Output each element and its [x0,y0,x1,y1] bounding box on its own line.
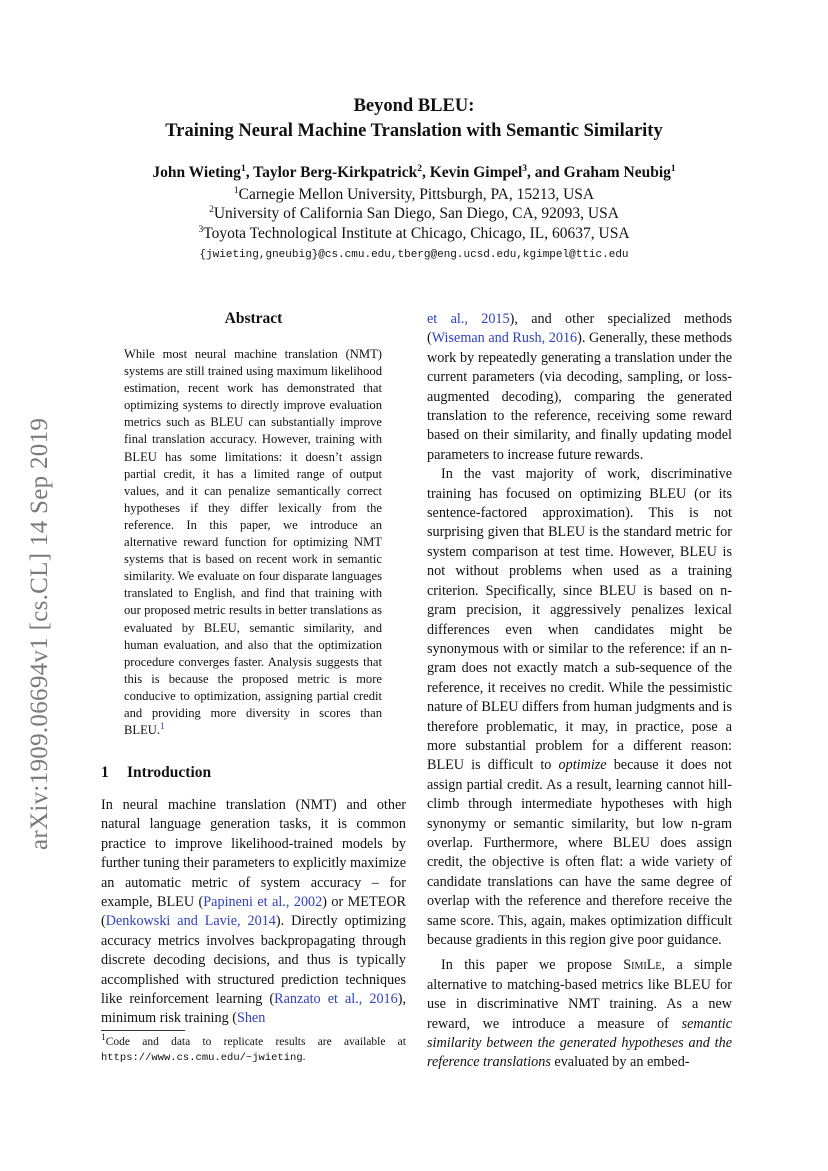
footnote: $^1$Code and data to replicate results are available at https://www.cs.cmu.edu/~jwieting. [101,1033,406,1064]
abstract-heading: Abstract [224,310,283,327]
paragraph: In this paper we propose SimiLe, a simple alternative to matching-based metrics like BLEU for use in discriminative NMT training. As a new reward, we introduce a measure of semantic similarity between the generated hypotheses and the reference translations evaluated by an embed- [427,957,732,1071]
paper-title-line1: Beyond BLEU: [353,96,475,116]
citation-link[interactable]: Shen [236,1010,266,1027]
citation-link[interactable]: et al., 2015 [427,311,510,327]
footnote-marker[interactable]: 1 [160,721,165,732]
affiliation: $^3$Toyota Technological Institute at Chicago, Chicago, IL, 60637, USA [198,224,630,242]
author-name: and Graham Neubig [534,164,671,181]
author-name: Taylor Berg-Kirkpatrick [253,164,418,181]
citation-link[interactable]: Wiseman and Rush, 2016 [431,330,578,347]
paragraph: et al., 2015), and other specialized methods (Wiseman and Rush, 2016). Generally, these methods work by repeatedly generating a translation under the current parameters (via decoding, sampling, or loss-augmented decoding), comparing the generated translation to the reference, receiving some reward based on their similarity, and finally updating model parameters to increase future rewards. [427,311,733,463]
footnote-url[interactable]: https://www.cs.cmu.edu/~jwieting [101,1052,303,1064]
paragraph: In the vast majority of work, discriminative training has focused on optimizing BLEU (or its sentence-factored approximation). This is not surprising given that BLEU is the standard metric for system comparison at test time. However, BLEU is not without problems when used as a training criterion. Specifically, since BLEU is based on n-gram precision, it aggressively penalizes lexical differences even when candidates might be synonymous with or similar to the reference: if an n-gram does not exactly match a sub-sequence of the reference, it receives no credit. While the pessimistic nature of BLEU differs from human judgments and is therefore problematic, it may, in practice, pose a more substantial problem for a different reason: BLEU is difficult to optimize because it does not assign partial credit. As a result, learning cannot hill-climb through intermediate hypotheses with high synonymy or semantic similarity, but low n-gram overlap. Furthermore, where BLEU does assign credit, the objective is often flat: a wide variety of candidate translations can have the same degree of overlap with the reference and therefore receive the same score. This, again, makes optimization difficult because gradients in this region give poor guidance. [427,466,733,948]
section-heading-introduction: 1 Introduction [101,764,212,781]
affiliation: $^2$University of California San Diego, San Diego, CA, 92093, USA [209,204,619,222]
citation-link[interactable]: Papineni et al., 2002 [203,894,323,911]
footnote-rule [101,1030,185,1031]
author-name: Kevin Gimpel [429,164,523,181]
intro-paragraph: In neural machine translation (NMT) and other natural language generation tasks, it is common practice to improve likelihood-trained models by further tuning their parameters to explicitly maximize an automatic metric of system accuracy – for example, BLEU (Papineni et al., 2002) or METEOR (Denkowski and Lavie, 2014). Directly optimizing accuracy metrics involves backpropagating through discrete decoding decisions, and thus is typically accomplished with structured prediction techniques like reinforcement learning (Ranzato et al., 2016), minimum risk training (Shen [101,797,407,1027]
arxiv-identifier: arXiv:1909.06694v1 [cs.CL] 14 Sep 2019 [26,417,53,850]
citation-link[interactable]: Ranzato et al., 2016 [274,991,398,1008]
arxiv-sidebar [24,370,54,850]
citation-link[interactable]: Denkowski and Lavie, 2014 [105,913,276,930]
abstract-body: While most neural machine translation (NMT) systems are still trained using maximum likelihood estimation, recent work has demonstrated that optimizing systems to directly improve evaluation metrics such as BLEU can substantially improve final translation accuracy. However, training with BLEU has some limitations: it doesn’t assign partial credit, it has a limited range of output values, and it can penalize semantically correct hypotheses if they differ lexically from the reference. In this paper, we introduce an alternative reward function for optimizing NMT systems that is based on recent work in semantic similarity. We evaluate on four disparate languages translated to English, and find that training with our proposed metric results in better translations as evaluated by BLEU, semantic similarity, and human evaluation, and also that the optimization procedure converges faster. Analysis suggests that this is because the proposed metric is more conducive to optimization, assigning partial credit and providing more diversity in scores than BLEU.$^1$ [124,347,382,738]
author-emails: {jwieting,gneubig}@cs.cmu.edu,tberg@eng.ucsd.edu,kgimpel@ttic.edu [199,249,629,261]
affiliation: $^1$Carnegie Mellon University, Pittsburgh, PA, 15213, USA [233,185,595,203]
author-list: John Wieting$^1$, Taylor Berg-Kirkpatrick$^2$, Kevin Gimpel$^3$, and Graham Neubig$^1$ [152,163,676,181]
paper-title-line2: Training Neural Machine Translation with Semantic Similarity [165,121,663,141]
right-column [427,310,732,1073]
author-name: John Wieting [152,164,241,181]
